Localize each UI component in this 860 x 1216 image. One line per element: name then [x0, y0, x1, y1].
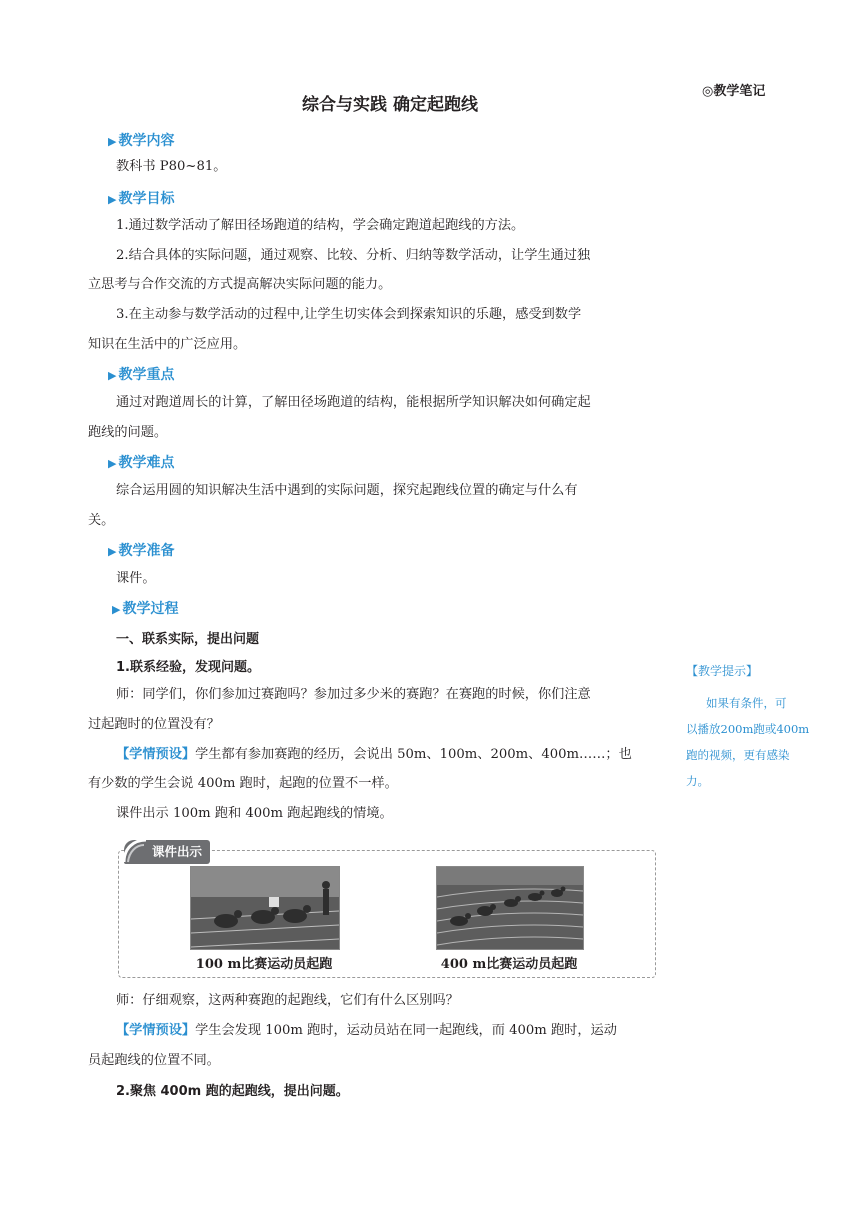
content-text: 教科书 P80~81。 [116, 159, 227, 174]
goal-3-line1: 3.在主动参与数学活动的过程中,让学生切实体会到探索知识的乐趣，感受到数学 [116, 307, 582, 322]
triangle-icon: ▶ [112, 603, 121, 616]
tip-line2: 以播放200m跑或400m [686, 722, 810, 736]
courseware-intro: 课件出示 100m 跑和 400m 跑起跑线的情境。 [116, 806, 393, 821]
heading-prep-label: 教学准备 [118, 543, 175, 559]
heading-goals-label: 教学目标 [118, 191, 175, 207]
teaching-tip-text [686, 690, 812, 794]
prep-text: 课件。 [116, 571, 156, 586]
heading-process-label: 教学过程 [122, 601, 179, 617]
tip-line1: 如果有条件，可 [706, 696, 787, 710]
preset-2-text: 学生会发现 100m 跑时，运动员站在同一起跑线，而 400m 跑时，运动 [195, 1023, 617, 1038]
heading-goals [108, 188, 174, 208]
triangle-icon: ▶ [108, 193, 117, 206]
triangle-icon: ▶ [108, 369, 117, 382]
goal-1: 1.通过数学活动了解田径场跑道的结构，学会确定跑道起跑线的方法。 [116, 218, 525, 233]
difficult-line1: 综合运用圆的知识解决生活中遇到的实际问题，探究起跑线位置的确定与什么有 [116, 483, 578, 498]
heading-difficult-label: 教学难点 [118, 455, 175, 471]
heading-content-label: 教学内容 [118, 133, 175, 149]
difficult-line2: 关。 [88, 513, 115, 528]
triangle-icon: ▶ [108, 135, 117, 148]
part-1-title: 一、联系实际，提出问题 [116, 632, 260, 647]
preset-2-line2: 员起跑线的位置不同。 [88, 1053, 220, 1068]
step-2-title: 2.聚焦 400m 跑的起跑线，提出问题。 [116, 1084, 349, 1099]
heading-preparation [108, 540, 174, 560]
tip-line4: 力。 [686, 774, 709, 788]
heading-key-label: 教学重点 [118, 367, 175, 383]
tip-line3: 跑的视频，更有感染 [686, 748, 790, 762]
courseware-label: 课件出示 [124, 840, 210, 864]
key-line1: 通过对跑道周长的计算，了解田径场跑道的结构，能根据所学知识解决如何确定起 [116, 395, 591, 410]
photo-100m-caption: 100 m比赛运动员起跑 [195, 957, 333, 972]
preset-2-line1 [116, 1016, 660, 1046]
preset-tag: 【学情预设】 [116, 747, 196, 762]
heading-difficulties [108, 452, 174, 472]
teaching-tip-label: 【教学提示】 [686, 664, 759, 678]
preset-1-line2: 有少数的学生会说 400m 跑时，起跑的位置不一样。 [88, 776, 398, 791]
swirl-icon [120, 836, 150, 866]
heading-key-points [108, 364, 174, 384]
triangle-icon: ▶ [108, 545, 117, 558]
photo-400m-caption: 400 m比赛运动员起跑 [440, 957, 578, 972]
goal-3-line2: 知识在生活中的广泛应用。 [88, 337, 247, 352]
photo-100m-start [190, 866, 340, 950]
goal-2-line2: 立思考与合作交流的方式提高解决实际问题的能力。 [88, 277, 392, 292]
photo-400m-start [436, 866, 584, 950]
teacher-question-2: 师：仔细观察，这两种赛跑的起跑线，它们有什么区别吗？ [116, 993, 459, 1008]
preset-1-text: 学生都有参加赛跑的经历，会说出 50m、100m、200m、400m……；也 [195, 747, 632, 762]
triangle-icon: ▶ [108, 457, 117, 470]
teacher-question-1-line2: 过起跑时的位置没有？ [88, 717, 220, 732]
teacher-question-1-line1: 师：同学们，你们参加过赛跑吗？参加过多少米的赛跑？在赛跑的时候，你们注意 [116, 687, 591, 702]
step-1-title: 1.联系经验，发现问题。 [116, 660, 260, 675]
preset-tag: 【学情预设】 [116, 1023, 196, 1038]
heading-process [112, 598, 178, 618]
goal-2-line1: 2.结合具体的实际问题，通过观察、比较、分析、归纳等数学活动，让学生通过独 [116, 248, 591, 263]
heading-content [108, 130, 174, 150]
page-title: 综合与实践 确定起跑线 [302, 95, 478, 115]
teaching-notes-title: ◎教学笔记 [702, 84, 766, 99]
key-line2: 跑线的问题。 [88, 425, 168, 440]
preset-1-line1 [116, 740, 660, 770]
